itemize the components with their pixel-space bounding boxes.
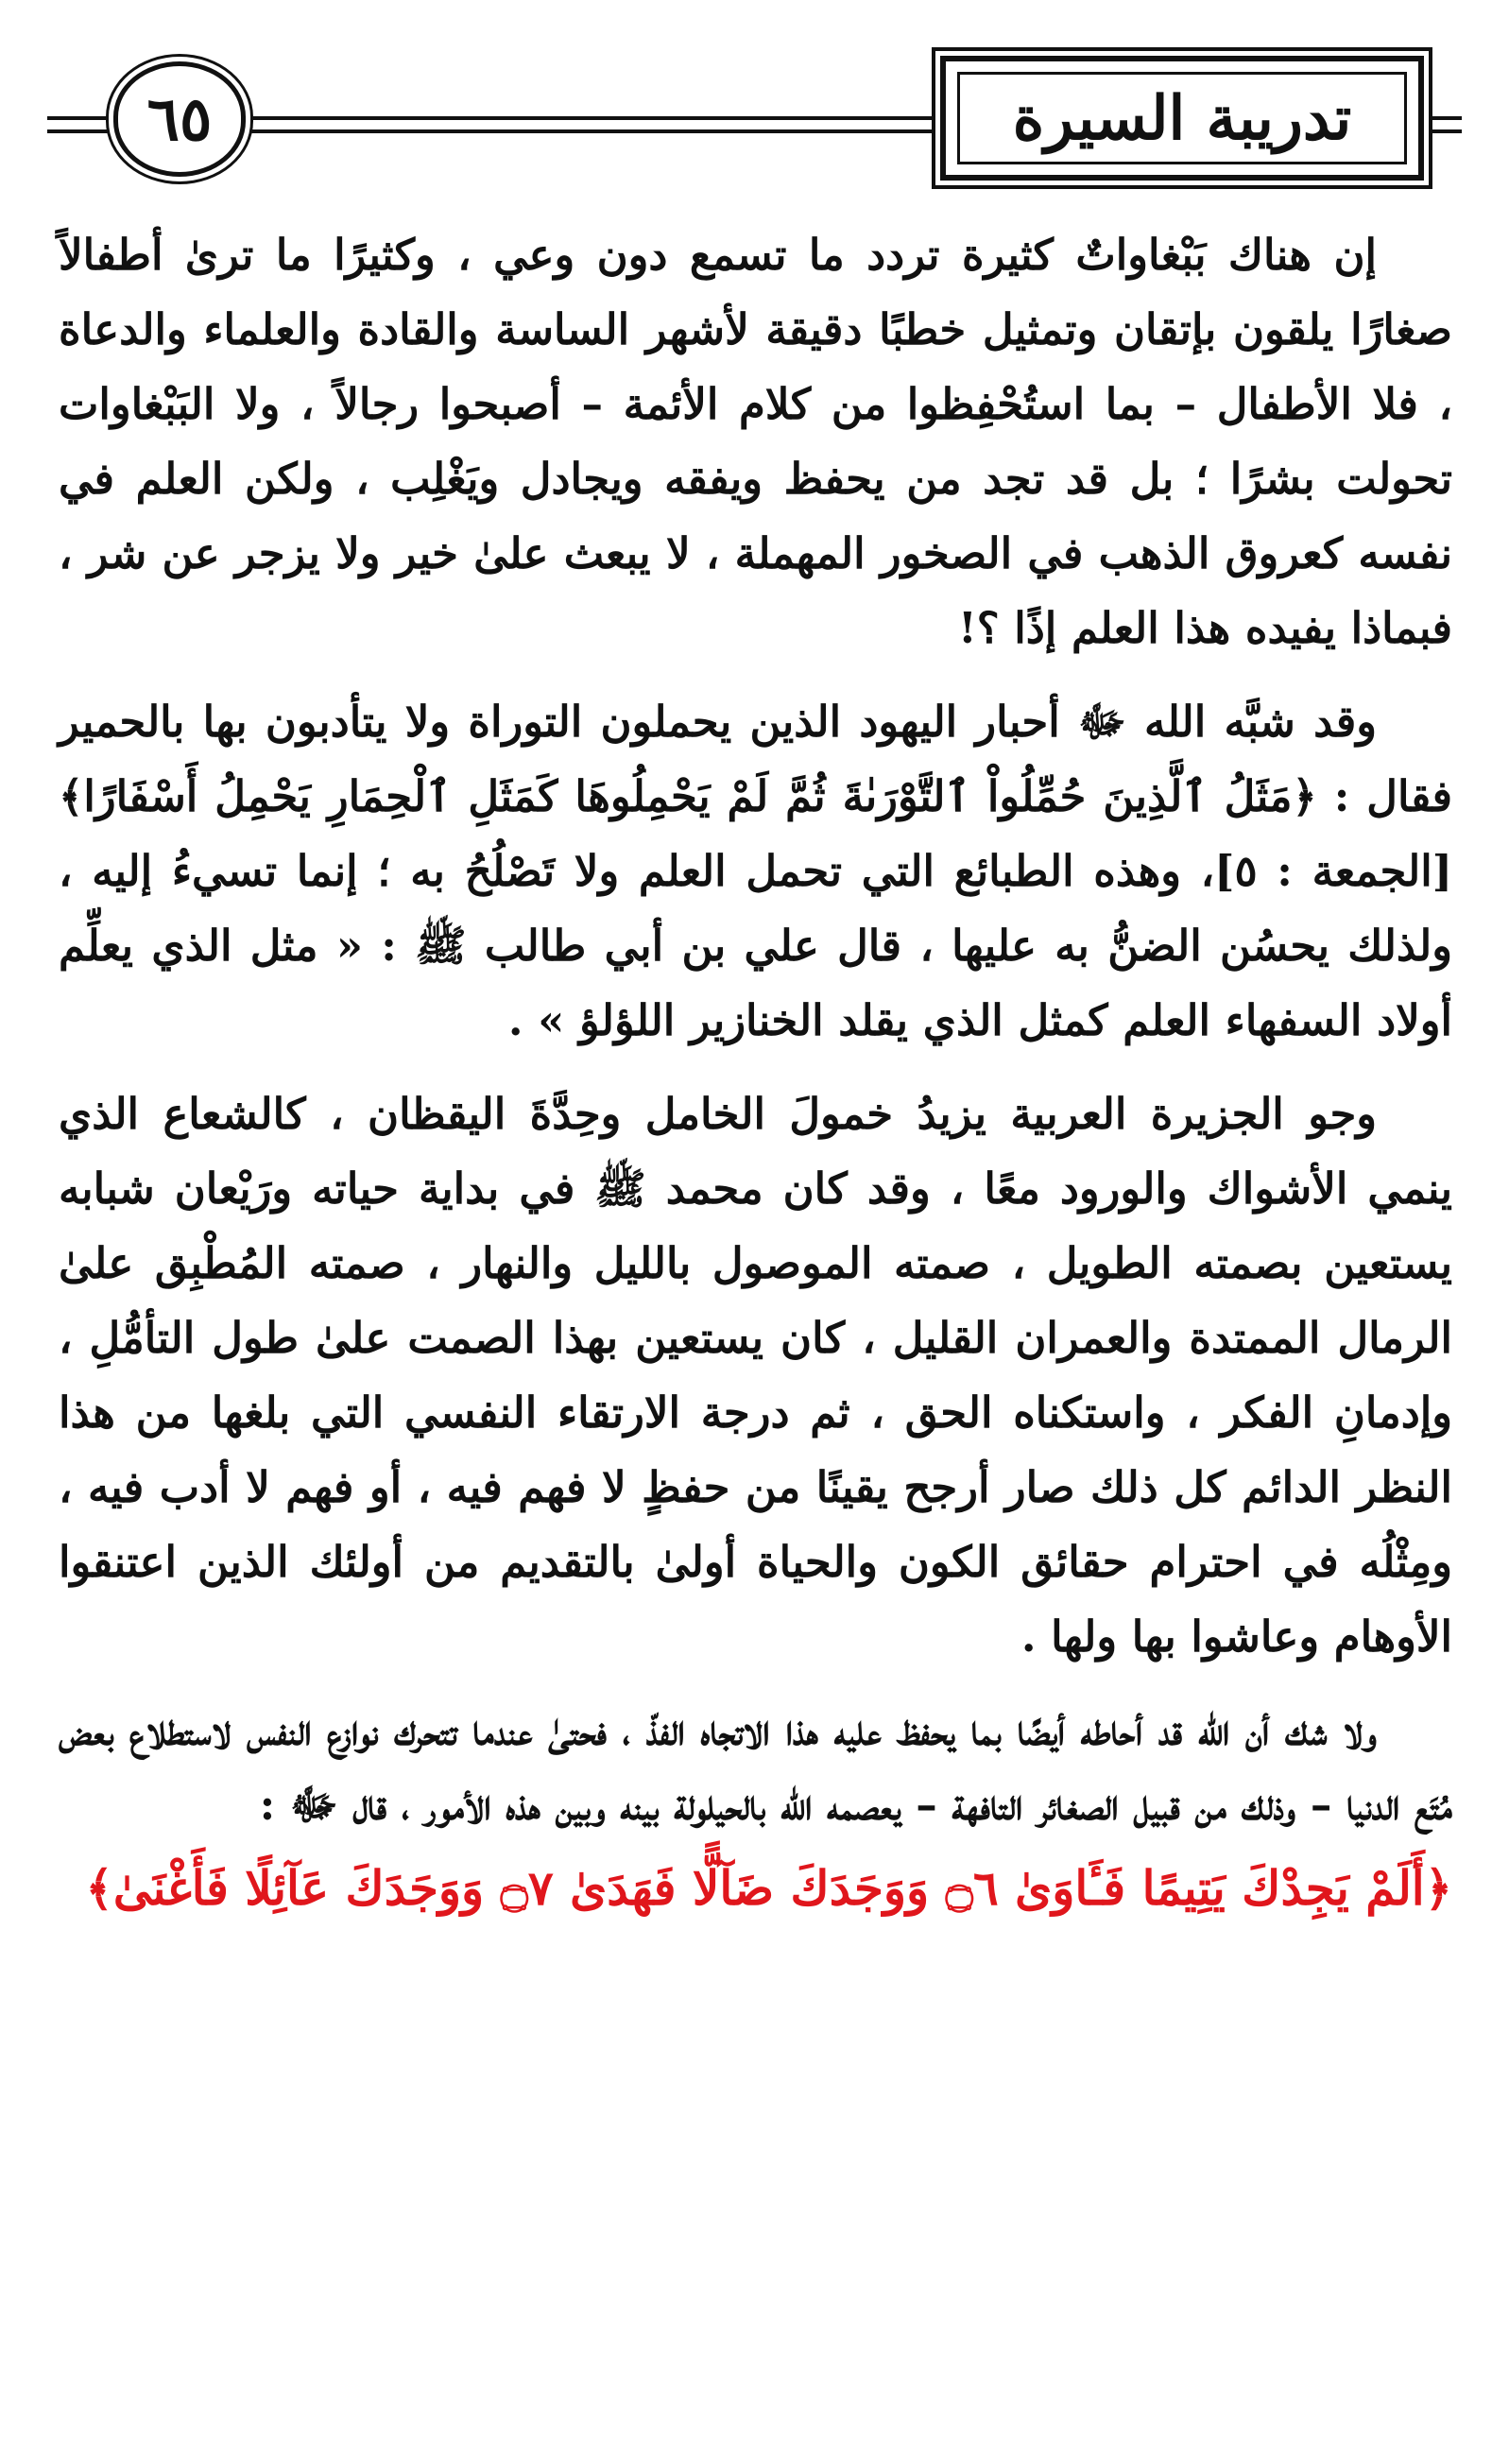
paragraph-3: وجو الجزيرة العربية يزيدُ خمولَ الخامل وحِدَّةَ اليقظان ، كالشعاع الذي ينمي الأشواك والورود معًا ، وقد كان محمد ﷺ في بداية حياته ورَيْعان شبابه يستعين بصمته الطويل ، صمته الموصول بالليل والنهار ، صمته المُطْبِق علىٰ الرمال الممتدة والعمران القليل ، كان يستعين بهذا الصمت علىٰ طول التأمُّلِ ، وإدمانِ الفكر ، واستكناه الحق ، ثم درجة الارتقاء النفسي التي بلغها من هذا النظر الدائم كل ذلك صار أرجح يقينًا من حفظٍ لا فهم فيه ، أو فهم لا أدب فيه ، ومِثْلُه في احترام حقائق الكون والحياة أولىٰ بالتقديم من أولئك الذين اعتنقوا الأوهام وعاشوا بها ولها . (59, 1089, 1452, 1662)
book-title-inner-frame (957, 72, 1407, 164)
paragraph-1: إن هناك بَبْغاواتٌ كثيرة تردد ما تسمع دون وعي ، وكثيرًا ما ترىٰ أطفالاً صغارًا يلقون بإتقان وتمثيل خطبًا دقيقة لأشهر الساسة والقادة والعلماء والدعاة ، فلا الأطفال – بما استُحْفِظوا من كلام الأئمة – أصبحوا رجالاً ، ولا البَبْغاوات تحولت بشرًا ؛ بل قد تجد من يحفظ ويفقه ويجادل ويَغْلِب ، ولكن العلم في نفسه كعروق الذهب في الصخور المهملة ، لا يبعث علىٰ خير ولا يزجر عن شر ، فبماذا يفيده هذا العلم إذًا ؟! (59, 230, 1452, 653)
paragraph-4: ولا شك أن الله قد أحاطه أيضًا بما يحفظ عليه هذا الاتجاه الفذّ ، فحتىٰ عندما تتحرك نوازع النفس لاستطلاع بعض مُتَع الدنيا – وذلك من قبيل الصغائر التافهة – يعصمه الله بالحيلولة بينه وبين هذه الأمور ، قال ﷻ : (59, 1705, 1452, 1830)
book-title: تدريبة السيرة (1012, 82, 1352, 154)
page-number: ٦٥ (113, 61, 246, 177)
page-header (47, 43, 1462, 203)
page-body (59, 217, 1452, 1931)
quran-verse: ﴿أَلَمْ يَجِدْكَ يَتِيمًا فَـَٔاوَىٰ ۝٦ وَوَجَدَكَ ضَآلًّا فَهَدَىٰ ۝٧ وَوَجَدَكَ عَآئِلًا فَأَغْنَىٰ﴾ (85, 1860, 1452, 1916)
paragraph-2: وقد شبَّه الله ﷻ أحبار اليهود الذين يحملون التوراة ولا يتأدبون بها بالحمير فقال : ﴿مَثَلُ ٱلَّذِينَ حُمِّلُواْ ٱلتَّوْرَىٰةَ ثُمَّ لَمْ يَحْمِلُوهَا كَمَثَلِ ٱلْحِمَارِ يَحْمِلُ أَسْفَارًا﴾ [الجمعة : ٥]، وهذه الطبائع التي تحمل العلم ولا تَصْلُحُ به ؛ إنما تسيءُ إليه ، ولذلك يحسُن الضنُّ به عليها ، قال علي بن أبي طالب ﷺ : « مثل الذي يعلِّم أولاد السفهاء العلم كمثل الذي يقلد الخنازير اللؤلؤ » . (59, 697, 1453, 1045)
book-title-frame (940, 56, 1424, 181)
